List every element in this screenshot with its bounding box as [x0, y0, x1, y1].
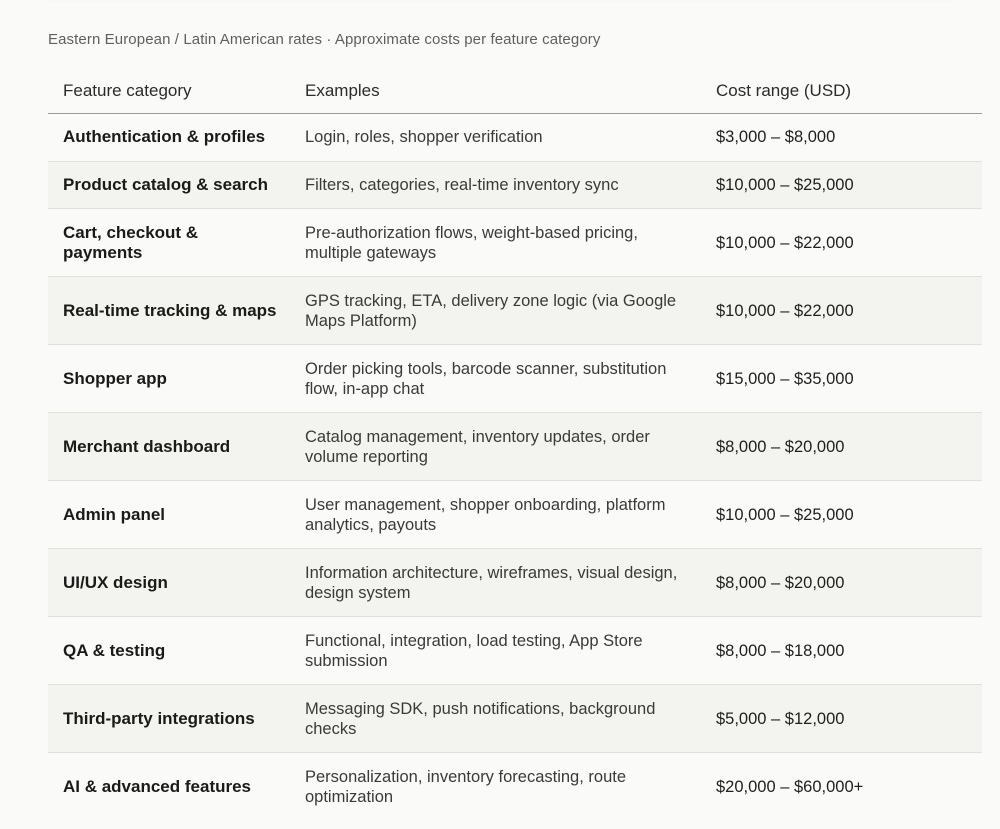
cost-range-cell: $20,000 – $60,000+: [716, 778, 864, 796]
feature-category-cell: Authentication & profiles: [63, 127, 266, 147]
cost-range-cell: $8,000 – $18,000: [716, 641, 845, 660]
table-row: [48, 685, 982, 753]
examples-cell: Filters, categories, real-time inventory sync: [305, 175, 619, 194]
table-row: [48, 345, 982, 413]
table-row: [48, 209, 982, 277]
feature-cost-table: [48, 68, 982, 821]
cost-range-cell: $8,000 – $20,000: [716, 437, 845, 456]
table-row: [48, 114, 982, 162]
cost-range-cell: $10,000 – $22,000: [716, 233, 854, 252]
feature-category-cell: AI & advanced features: [63, 777, 252, 796]
table-row: [48, 617, 982, 685]
table-row: [48, 413, 982, 481]
examples-cell: Messaging SDK, push notifications, background checks: [305, 699, 656, 738]
examples-cell: User management, shopper onboarding, platform analytics, payouts: [305, 495, 666, 534]
examples-cell: GPS tracking, ETA, delivery zone logic (via Google Maps Platform): [305, 291, 677, 330]
cost-range-cell: $3,000 – $8,000: [716, 128, 836, 147]
examples-cell: Order picking tools, barcode scanner, substitution flow, in-app chat: [305, 359, 667, 398]
examples-cell: Catalog management, inventory updates, order volume reporting: [305, 427, 650, 466]
cost-range-cell: $10,000 – $25,000: [716, 505, 854, 524]
examples-cell: Login, roles, shopper verification: [305, 128, 543, 147]
table-row: [48, 162, 982, 210]
feature-category-cell: Admin panel: [63, 504, 166, 524]
table-caption: Eastern European / Latin American rates · Approximate costs per feature category: [48, 31, 601, 48]
table-row: [48, 481, 982, 549]
table-header-row: [48, 68, 982, 114]
feature-category-cell: Cart, checkout & payments: [63, 222, 199, 262]
cost-range-cell: $8,000 – $20,000: [716, 573, 845, 592]
feature-category-cell: Third-party integrations: [63, 708, 255, 728]
feature-category-cell: Merchant dashboard: [63, 436, 231, 456]
feature-category-cell: Real-time tracking & maps: [63, 300, 277, 320]
header-feature-category: Feature category: [63, 80, 192, 100]
table-row: [48, 277, 982, 345]
feature-category-cell: UI/UX design: [63, 572, 168, 592]
feature-category-cell: QA & testing: [63, 640, 166, 660]
cost-range-cell: $10,000 – $25,000: [716, 175, 854, 194]
examples-cell: Information architecture, wireframes, visual design, design system: [305, 563, 678, 602]
cost-range-cell: $15,000 – $35,000: [716, 369, 854, 388]
table-row: [48, 549, 982, 617]
header-cost-range: Cost range (USD): [716, 80, 852, 100]
examples-cell: Personalization, inventory forecasting, route optimization: [305, 768, 627, 806]
examples-cell: Pre-authorization flows, weight-based pricing, multiple gateways: [305, 223, 638, 262]
table-row: [48, 753, 982, 821]
header-examples: Examples: [305, 80, 380, 100]
feature-category-cell: Product catalog & search: [63, 174, 269, 194]
examples-cell: Functional, integration, load testing, App Store submission: [305, 631, 643, 670]
feature-category-cell: Shopper app: [63, 368, 167, 388]
cost-range-cell: $5,000 – $12,000: [716, 709, 845, 728]
cost-range-cell: $10,000 – $22,000: [716, 301, 854, 320]
scrolled-content-fade: [48, 0, 952, 4]
